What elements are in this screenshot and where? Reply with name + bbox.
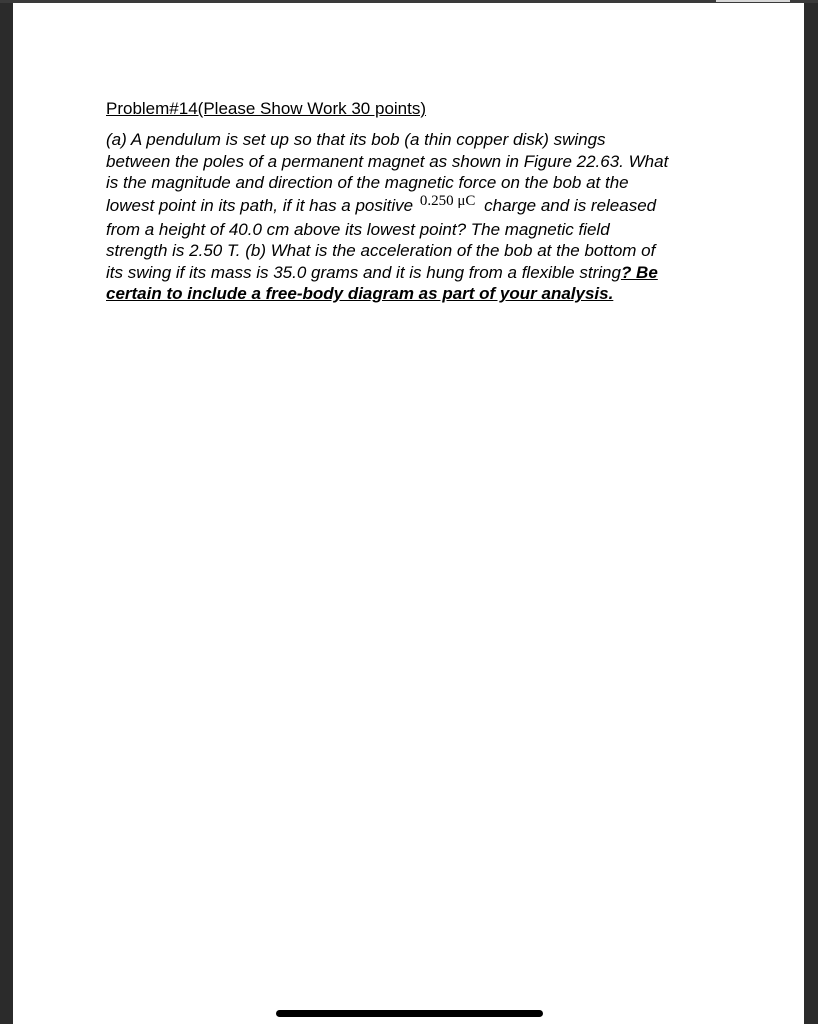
statement-line-8: certain to include a free-body diagram as part of your analysis. bbox=[106, 284, 614, 303]
statement-line-1: (a) A pendulum is set up so that its bob (a thin copper disk) swings bbox=[106, 130, 606, 149]
problem-statement bbox=[106, 129, 726, 305]
problem-title: Problem#14(Please Show Work 30 points) bbox=[106, 99, 427, 118]
line-7-emphasis: ? Be bbox=[620, 262, 658, 282]
statement-line-7 bbox=[106, 262, 726, 284]
problem-content bbox=[106, 98, 726, 305]
top-edge-highlight bbox=[716, 0, 790, 2]
statement-line-6: strength is 2.50 T. (b) What is the acceleration of the bob at the bottom of bbox=[106, 241, 656, 260]
charge-value: 0.250 μC bbox=[419, 192, 476, 209]
statement-line-3: is the magnitude and direction of the magnetic force on the bob at the bbox=[106, 173, 629, 192]
statement-line-4 bbox=[106, 194, 726, 219]
home-indicator[interactable] bbox=[276, 1010, 543, 1017]
line-4-after: charge and is released bbox=[484, 195, 657, 215]
statement-line-5: from a height of 40.0 cm above its lowest point? The magnetic field bbox=[106, 219, 610, 239]
statement-line-2: between the poles of a permanent magnet as shown in Figure 22.63. What bbox=[106, 151, 669, 171]
document-page[interactable] bbox=[13, 3, 804, 1024]
line-7-before: its swing if its mass is 35.0 grams and it is hung from a flexible string bbox=[106, 262, 621, 282]
line-4-before: lowest point in its path, if it has a positive bbox=[106, 195, 414, 215]
